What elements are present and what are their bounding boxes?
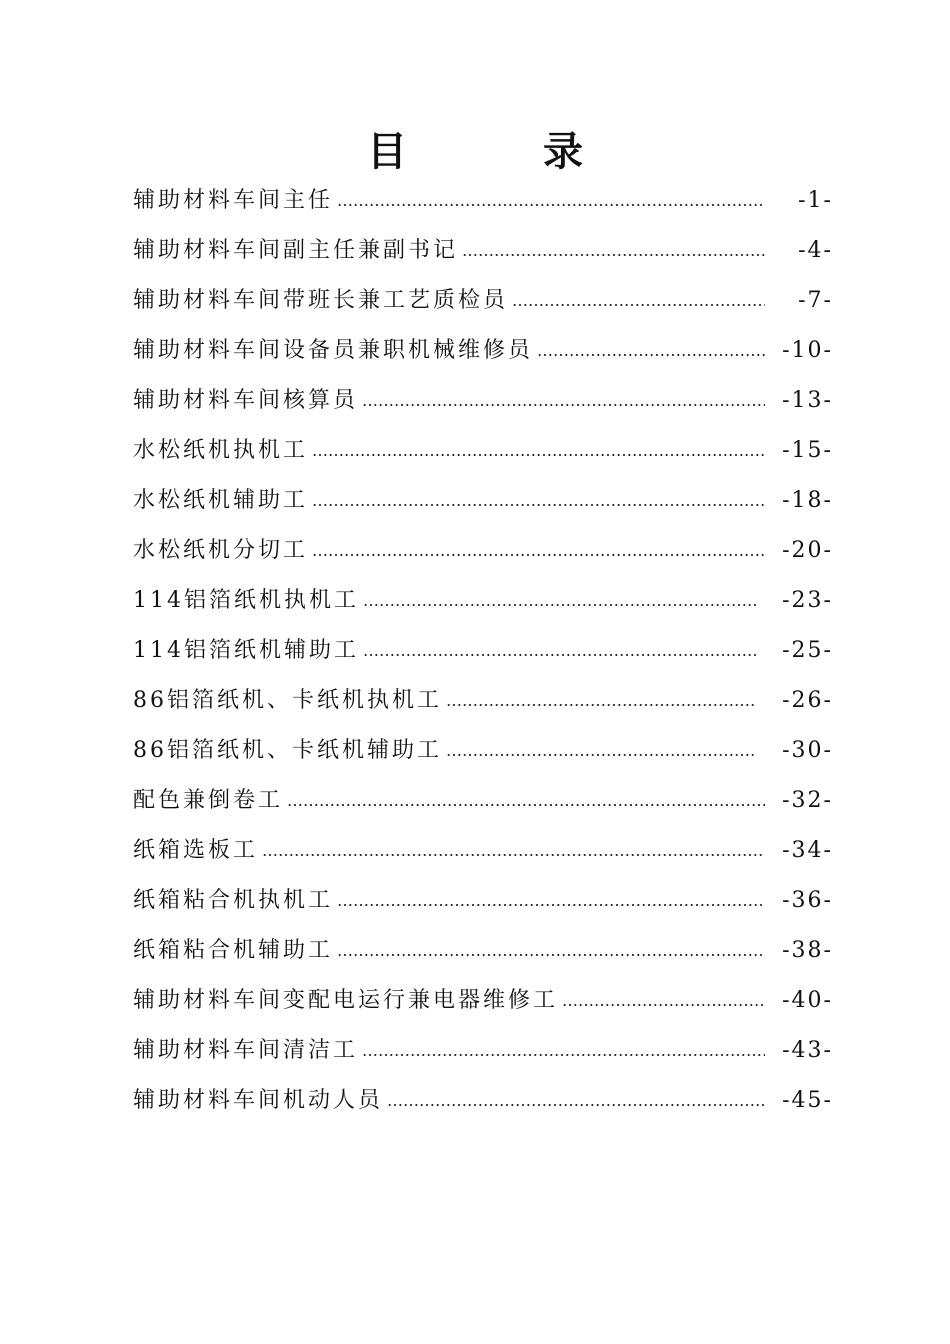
- toc-dot-leader: [359, 626, 757, 676]
- toc-entry-page: -25-: [782, 638, 833, 663]
- toc-entry-page: -18-: [782, 488, 833, 513]
- toc-dot-leader: [383, 1076, 765, 1126]
- toc-entry-page: -1-: [798, 188, 833, 213]
- toc-entry[interactable]: [133, 526, 833, 576]
- toc-entry-label: 辅助材料车间清洁工: [133, 1038, 359, 1063]
- toc-entry[interactable]: [133, 976, 833, 1026]
- toc-entry-label: 辅助材料车间副主任兼副书记: [133, 238, 459, 263]
- toc-dot-leader: [358, 1026, 765, 1076]
- toc-entry[interactable]: [133, 176, 833, 226]
- toc-entry-label: 86铝箔纸机、卡纸机执机工: [133, 688, 442, 713]
- toc-entry-page: -32-: [782, 788, 833, 813]
- toc-entry-page: -7-: [798, 288, 833, 313]
- toc-entry-label: 辅助材料车间核算员: [133, 388, 359, 413]
- toc-dot-leader: [333, 876, 765, 926]
- toc-entry[interactable]: [133, 876, 833, 926]
- toc-dot-leader: [508, 276, 765, 326]
- table-of-contents: [133, 176, 833, 1126]
- toc-entry-label: 114铝箔纸机辅助工: [133, 638, 359, 663]
- toc-entry-label: 辅助材料车间变配电运行兼电器维修工: [133, 988, 559, 1013]
- toc-dot-leader: [333, 926, 765, 976]
- toc-entry-page: -36-: [782, 888, 833, 913]
- toc-dot-leader: [333, 176, 765, 226]
- toc-entry[interactable]: [133, 376, 833, 426]
- toc-entry[interactable]: [133, 1026, 833, 1076]
- toc-entry[interactable]: [133, 726, 833, 776]
- toc-dot-leader: [442, 676, 757, 726]
- toc-entry[interactable]: [133, 476, 833, 526]
- toc-entry-page: -40-: [782, 988, 833, 1013]
- toc-entry-label: 辅助材料车间带班长兼工艺质检员: [133, 288, 509, 313]
- toc-dot-leader: [359, 576, 757, 626]
- toc-entry-label: 纸箱粘合机执机工: [133, 888, 334, 913]
- toc-dot-leader: [283, 776, 765, 826]
- toc-dot-leader: [308, 526, 765, 576]
- toc-entry-page: -34-: [782, 838, 833, 863]
- toc-entry[interactable]: [133, 776, 833, 826]
- toc-dot-leader: [458, 226, 765, 276]
- toc-entry-label: 配色兼倒卷工: [133, 788, 284, 813]
- toc-entry[interactable]: [133, 626, 833, 676]
- toc-entry-page: -4-: [798, 238, 833, 263]
- toc-entry-label: 水松纸机执机工: [133, 438, 309, 463]
- toc-entry-page: -43-: [782, 1038, 833, 1063]
- toc-entry-label: 114铝箔纸机执机工: [133, 588, 359, 613]
- toc-entry-label: 辅助材料车间机动人员: [133, 1088, 384, 1113]
- toc-entry[interactable]: [133, 576, 833, 626]
- toc-entry[interactable]: [133, 426, 833, 476]
- toc-entry-label: 水松纸机辅助工: [133, 488, 309, 513]
- toc-entry[interactable]: [133, 826, 833, 876]
- toc-entry-page: -26-: [782, 688, 833, 713]
- toc-entry-page: -23-: [782, 588, 833, 613]
- toc-dot-leader: [308, 476, 765, 526]
- toc-entry-page: -45-: [782, 1088, 833, 1113]
- toc-entry[interactable]: [133, 926, 833, 976]
- toc-entry-page: -13-: [782, 388, 833, 413]
- toc-entry[interactable]: [133, 276, 833, 326]
- toc-dot-leader: [358, 376, 765, 426]
- toc-dot-leader: [308, 426, 765, 476]
- toc-entry-label: 辅助材料车间设备员兼职机械维修员: [133, 338, 534, 363]
- toc-dot-leader: [558, 976, 765, 1026]
- toc-dot-leader: [258, 826, 765, 876]
- toc-entry-label: 86铝箔纸机、卡纸机辅助工: [133, 738, 442, 763]
- toc-entry[interactable]: [133, 676, 833, 726]
- toc-entry-label: 纸箱选板工: [133, 838, 259, 863]
- toc-entry[interactable]: [133, 1076, 833, 1126]
- page-title: 目 录: [367, 128, 631, 175]
- toc-entry-label: 水松纸机分切工: [133, 538, 309, 563]
- toc-entry-page: -15-: [782, 438, 833, 463]
- toc-entry-page: -38-: [782, 938, 833, 963]
- toc-entry-page: -20-: [782, 538, 833, 563]
- toc-dot-leader: [442, 726, 757, 776]
- toc-entry-label: 纸箱粘合机辅助工: [133, 938, 334, 963]
- toc-dot-leader: [533, 326, 765, 376]
- toc-entry[interactable]: [133, 326, 833, 376]
- toc-entry-page: -10-: [782, 338, 833, 363]
- toc-entry-label: 辅助材料车间主任: [133, 188, 334, 213]
- toc-entry[interactable]: [133, 226, 833, 276]
- toc-entry-page: -30-: [782, 738, 833, 763]
